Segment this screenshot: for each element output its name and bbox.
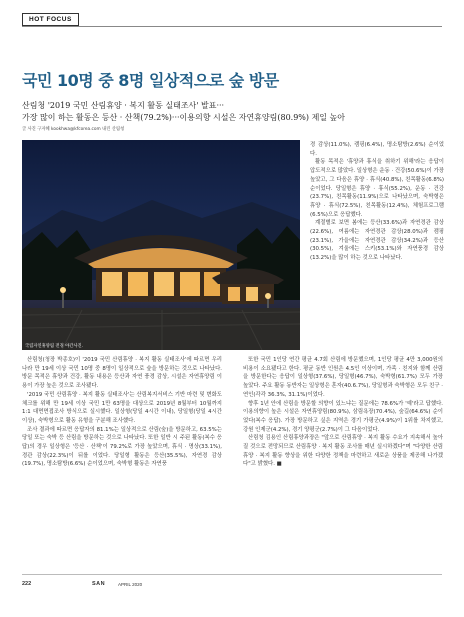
night-lodge-illustration	[22, 140, 300, 350]
photo-caption: 국립자연휴양림 전경 야간사진.	[25, 344, 84, 349]
magazine-name: SAN	[92, 581, 106, 587]
top-rule	[22, 26, 442, 27]
paragraph: 산림청 김용인 산림휴양과장은 "앞으로 산림휴양 · 복지 활동 수요가 지속해서 높아질 것으로 전망되므로 산림휴양 · 복지 활동 조사를 매년 실시하겠다"며 "다양한 산림휴양 · 복지 활동 향상을 위한 다양한 정책을 마련하고 새로운 상품을 제공해 나가겠다"고 밝혔다. ■	[243, 435, 443, 468]
page-number: 222	[22, 581, 32, 587]
issue-date: APRIL 2020	[118, 582, 143, 587]
article-photo	[22, 140, 300, 350]
paragraph: 또한 국민 1인당 연간 평균 4.7회 산림에 방문했으며, 1인당 평균 4만 3,000원의 비용이 소요됐다고 한다. 평균 동반 인원은 4.5인 이상이며, 가족 · 친지와 함께 산림을 방문한다는 응답이 일상형(37.6%), 당일형(46.7%), 숙박형(61.7%) 모두 가장 높았다. 주요 활동 동반자는 일상형은 혼자(40.6.7%), 당일형과 숙박형은 모두 친구 · 연인(각각 36.3%, 31.1%)이었다.	[243, 357, 443, 398]
article-column-bottom-left	[22, 356, 222, 469]
subhead-line-2: 가장 많이 하는 활동은 등산 · 산책(79.2%)···이용의향 시설은 자연휴양림(80.9%) 제일 높아	[22, 113, 346, 122]
paragraph: '2019 국민 산림휴양 · 복지 활동 실태조사'는 산림복지서비스 기반 마련 및 변화도 체크를 위해 만 19세 이상 국민 1만 63명을 대상으로 2019년 8월부터 10월까지 1:1 대면면접조사 방식으로 실시했다. 일상형(당일 4시간 이내), 당일형(당일 4시간 이상), 숙박형으로 활동 유형을 구분해 조사했다.	[22, 391, 222, 424]
article-byline: 글 사진 구자혜 kookhwa@kfcorea.com 내린 산림청	[22, 127, 125, 132]
paragraph: 활동 목적은 '휴양과 휴식을 취하기 위해'라는 응답이 압도적으로 많았다. 일상형은 운동 · 건강(50.6%)이 가장 높았고, 그 다음은 휴양 · 휴식(40.8%), 친목활동(6.8%) 순이었다. 당일형은 휴양 · 휴식(55.2%), 운동 · 건강(23.7%), 친목활동(11.9%)으로 나타났으며, 숙박형은 휴양 · 휴식(72.5%), 친목활동(12.4%), 체험프로그램(6.5%)으로 응답했다.	[310, 159, 444, 218]
subhead-line-1: 산림청 '2019 국민 산림휴양 · 복지 활동 실태조사' 발표···	[22, 101, 225, 110]
paragraph: 조사 결과에 따르면 응답자의 81.1%는 일상적으로 산림(숲)을 방문하고, 63.5%는 당일 또는 숙박 등 산림을 방문하는 것으로 나타났다. 또한 일반 시 주된 활동(복수 응답)의 경우 일상형은 '등산 · 산책'이 79.2%로 가장 높았으며, 휴식 · 명상(33.1%), 경관 감상(22.3%)이 뒤를 이었다. 당일형 활동은 등산(35.5%), 자연경 감상(19.7%), 명소탐방(6.6%) 순이었으며, 숙박형 활동은 자연풍	[22, 426, 222, 468]
section-badge: HOT FOCUS	[22, 13, 79, 26]
footer-rule	[22, 574, 442, 575]
article-column-bottom-right	[243, 356, 443, 469]
paragraph: 계절별로 보면 봄에는 등산(33.6%)과 자연경관 감상(22.6%), 여름에는 자연경관 감상(28.0%)과 캠핑(23.1%), 가을에는 자연경관 감상(34.2%)과 등산(30.5%), 겨울에는 스키(53.1%)와 자연풍경 감상(13.2%)을 많이 하는 것으로 나타났다.	[310, 220, 444, 262]
article-column-top-right	[310, 141, 444, 263]
article-headline: 국민 10명 중 8명 일상적으로 숲 방문	[22, 71, 279, 90]
paragraph: 산림청(청장 박종호)이 '2019 국민 산림휴양 · 복지 활동 실태조사'에 따르면 우리나라 만 19세 이상 국민 10명 중 8명이 일상적으로 숲을 방문하는 것으로 나타났다. 방문 목적은 휴양과 건강, 활동 내용은 등산과 자연 풍경 감상, 시설은 자연휴양림 이용이 가장 높은 것으로 조사됐다.	[22, 357, 222, 390]
paragraph: 향후 1년 안에 산림을 방문할 의향이 있느냐는 질문에는 78.6%가 '예'라고 답했다. 이용의향이 높은 시설은 자연휴양림(80.9%), 삼림욕장(70.4%), 숲길(64.6%) 순이었다(복수 응답). 가장 방문하고 싶은 지역은 경기 가평군(4.9%)이 1위를 차지했고, 강원 인제군(4.2%), 경기 양평군(2.7%)이 그 다음이었다.	[243, 400, 443, 433]
paragraph: 경 감상(11.0%), 캠핑(6.4%), 명소탐방(2.6%) 순이었다.	[310, 142, 444, 157]
article-subhead	[22, 100, 442, 124]
